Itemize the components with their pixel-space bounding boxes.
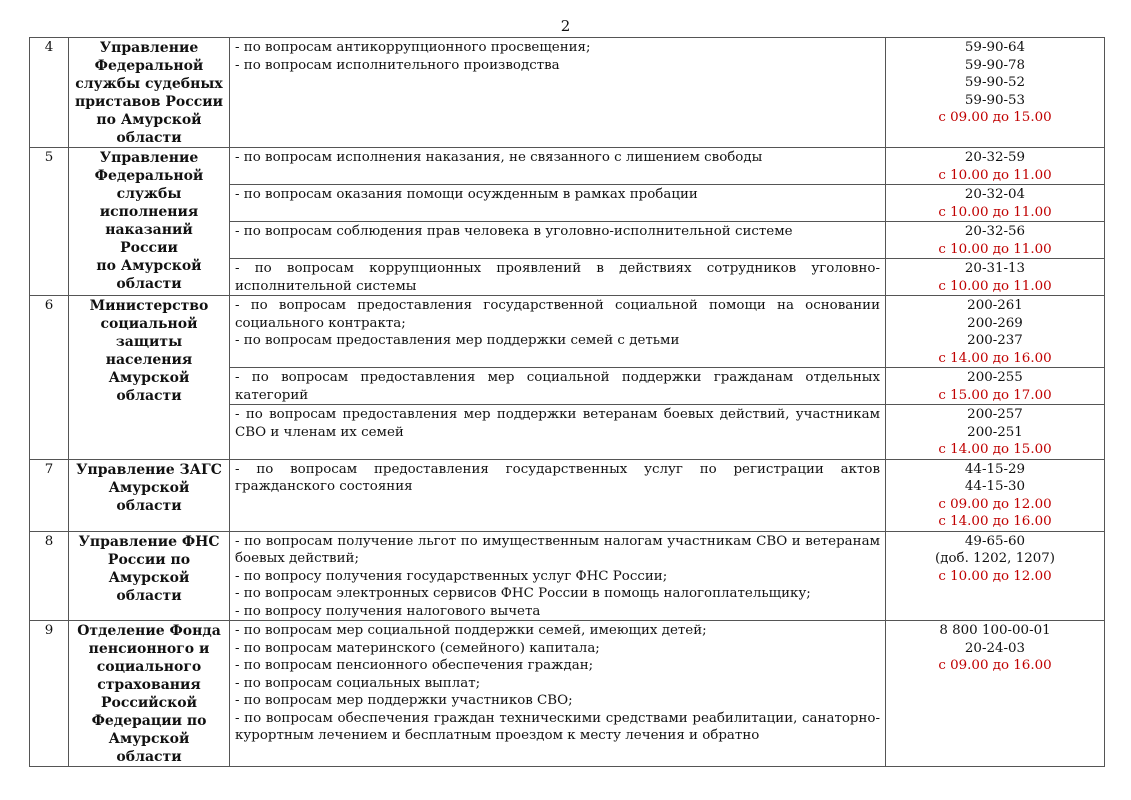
table-row (30, 621, 1105, 767)
topic-cell (230, 405, 886, 460)
topic-line: - по вопросам получение льгот по имущественным налогам участникам СВО и ветеранам боевых действий; (235, 533, 880, 566)
row-number-cell: 6 (30, 296, 69, 460)
topic-line: - по вопросу получения государственных услуг ФНС России; (235, 568, 668, 584)
phone-cell (886, 621, 1105, 767)
phone-number: 20-24-03 (964, 640, 1026, 656)
phone-cell (886, 38, 1105, 148)
phone-cell (886, 222, 1105, 259)
phone-number: 44-15-30 (964, 479, 1026, 494)
topic-cell (230, 38, 886, 148)
reception-hours: с 10.00 до 11.00 (938, 278, 1052, 294)
organization-name-line: по Амурской (96, 258, 202, 274)
organization-name-line: Амурской области (108, 370, 190, 404)
organization-name-line: исполнения (99, 204, 199, 220)
phone-number: 200-261 (967, 298, 1023, 313)
organization-cell (69, 531, 230, 621)
phone-number: 44-15-29 (964, 461, 1026, 477)
phone-number: 59-90-64 (964, 40, 1026, 55)
topic-cell (230, 296, 886, 368)
phone-number: 8 800 100-00-01 (939, 623, 1051, 638)
phone-number: 49-65-60 (964, 533, 1026, 549)
organization-name-line: службы судебных (75, 76, 223, 92)
topic-line: - по вопросам оказания помощи осужденным в рамках пробации (235, 187, 698, 202)
reception-hours: с 15.00 до 17.00 (938, 387, 1052, 403)
phone-number: 200-269 (967, 315, 1023, 331)
phone-number: 200-257 (967, 407, 1023, 422)
phone-cell (886, 259, 1105, 296)
table-row (30, 148, 1105, 185)
organization-name-line: области (116, 276, 182, 292)
row-number-cell: 7 (30, 459, 69, 531)
topic-line: - по вопросам электронных сервисов ФНС России в помощь налогоплательщику; (235, 586, 811, 601)
topic-cell (230, 531, 886, 621)
phone-cell (886, 531, 1105, 621)
topic-line: - по вопросам предоставления мер поддержки ветеранам боевых действий, участникам СВО и членам их семей (235, 407, 880, 440)
topic-line: - по вопросам пенсионного обеспечения граждан; (235, 658, 594, 673)
organization-name-line: населения (105, 352, 193, 368)
phone-number: 20-32-59 (964, 150, 1026, 165)
topic-line: - по вопросам социальных выплат; (235, 675, 481, 691)
phone-cell (886, 405, 1105, 460)
topic-line: - по вопросам предоставления мер социальной поддержки гражданам отдельных категорий (235, 370, 880, 403)
topic-line: - по вопросам предоставления государственных услуг по регистрации актов гражданского состояния (235, 461, 880, 494)
topic-line: - по вопросам исполнения наказания, не связанного с лишением свободы (235, 150, 763, 165)
organization-cell (69, 296, 230, 460)
organization-name-line: Отделение Фонда (77, 623, 221, 639)
phone-number: 200-251 (967, 424, 1023, 440)
organization-name-line: приставов России (74, 94, 224, 110)
row-number-cell: 9 (30, 621, 69, 767)
topic-line: - по вопросам обеспечения граждан техническими средствами реабилитации, санаторно-курортным лечением и бесплатным проездом к месту лечения и обратно (235, 710, 880, 743)
phone-cell (886, 296, 1105, 368)
organization-name-line: пенсионного и (88, 641, 210, 657)
table-row (30, 296, 1105, 368)
topic-cell (230, 459, 886, 531)
table-row (30, 459, 1105, 531)
organization-name-line: Российской (100, 695, 198, 711)
phone-number: 200-255 (967, 370, 1023, 385)
phone-number: 200-237 (967, 333, 1023, 348)
organization-name-line: Управление (99, 40, 199, 56)
organization-name-line: социальной (100, 316, 198, 332)
reception-hours: с 10.00 до 11.00 (938, 241, 1052, 257)
organization-name-line: области (116, 130, 182, 146)
phone-cell (886, 185, 1105, 222)
organization-name-line: Амурской области (108, 569, 190, 604)
organization-name-line: Федерации по (91, 713, 207, 729)
row-number-cell: 5 (30, 148, 69, 296)
topic-line: - по вопросам мер социальной поддержки семей, имеющих детей; (235, 623, 707, 638)
reception-hours: с 14.00 до 16.00 (938, 514, 1052, 529)
organization-name-line: Федеральной (94, 58, 204, 74)
topic-line: - по вопросам коррупционных проявлений в действиях сотрудников уголовно-исполнительной системы (235, 261, 880, 294)
phone-cell (886, 368, 1105, 405)
row-number-cell: 4 (30, 38, 69, 148)
organization-name-line: наказаний России (105, 222, 193, 256)
row-number-cell: 8 (30, 531, 69, 621)
organization-name-line: Управление (99, 150, 199, 166)
reception-hours: с 14.00 до 15.00 (938, 442, 1052, 457)
reception-hours: с 14.00 до 16.00 (938, 350, 1052, 366)
topic-line: - по вопросу получения налогового вычета (235, 603, 541, 619)
topic-line: - по вопросам мер поддержки участников СВО; (235, 693, 573, 708)
phone-number: 20-32-56 (964, 224, 1026, 239)
phone-number: 59-90-53 (964, 92, 1026, 108)
topic-cell (230, 148, 886, 185)
contacts-table-body (30, 38, 1105, 767)
organization-name-line: страхования (97, 677, 201, 693)
organization-name-line: защиты (115, 334, 183, 350)
organization-cell (69, 621, 230, 767)
organization-name-line: России по (107, 551, 191, 568)
topic-cell (230, 368, 886, 405)
phone-number: 59-90-52 (964, 75, 1026, 90)
phone-cell (886, 148, 1105, 185)
topic-line: - по вопросам антикоррупционного просвещения; (235, 40, 591, 55)
organization-cell (69, 148, 230, 296)
reception-hours: с 09.00 до 12.00 (938, 496, 1052, 512)
phone-number: 20-31-13 (964, 261, 1026, 276)
organization-name-line: социального (96, 659, 202, 675)
organization-name-line: Управление ЗАГС (76, 461, 222, 478)
topic-cell (230, 222, 886, 259)
phone-number: (доб. 1202, 1207) (935, 551, 1055, 566)
reception-hours: с 10.00 до 11.00 (938, 204, 1052, 220)
topic-cell (230, 259, 886, 296)
organization-name-line: Федеральной (94, 168, 204, 184)
topic-line: - по вопросам соблюдения прав человека в уголовно-исполнительной системе (235, 224, 793, 239)
phone-number: 20-32-04 (964, 187, 1026, 202)
contacts-table (29, 37, 1105, 767)
organization-name-line: по Амурской (96, 112, 202, 128)
organization-name-line: Управление ФНС (78, 533, 220, 550)
organization-name-line: Министерство (89, 298, 209, 314)
table-row (30, 38, 1105, 148)
topic-line: - по вопросам материнского (семейного) капитала; (235, 640, 600, 656)
reception-hours: с 10.00 до 11.00 (938, 167, 1052, 183)
reception-hours: с 09.00 до 15.00 (938, 110, 1052, 125)
table-row (30, 531, 1105, 621)
organization-name-line: Амурской области (108, 731, 190, 765)
organization-cell (69, 459, 230, 531)
organization-name-line: Амурской области (108, 479, 190, 514)
topic-cell (230, 621, 886, 767)
reception-hours: с 09.00 до 16.00 (938, 658, 1052, 673)
topic-line: - по вопросам исполнительного производства (235, 57, 560, 73)
topic-line: - по вопросам предоставления мер поддержки семей с детьми (235, 333, 680, 348)
topic-line: - по вопросам предоставления государственной социальной помощи на основании социального контракта; (235, 298, 880, 331)
page-number: 2 (560, 17, 571, 35)
reception-hours: с 10.00 до 12.00 (938, 568, 1052, 584)
organization-name-line: службы (116, 186, 182, 202)
organization-cell (69, 38, 230, 148)
phone-number: 59-90-78 (964, 57, 1026, 73)
phone-cell (886, 459, 1105, 531)
topic-cell (230, 185, 886, 222)
